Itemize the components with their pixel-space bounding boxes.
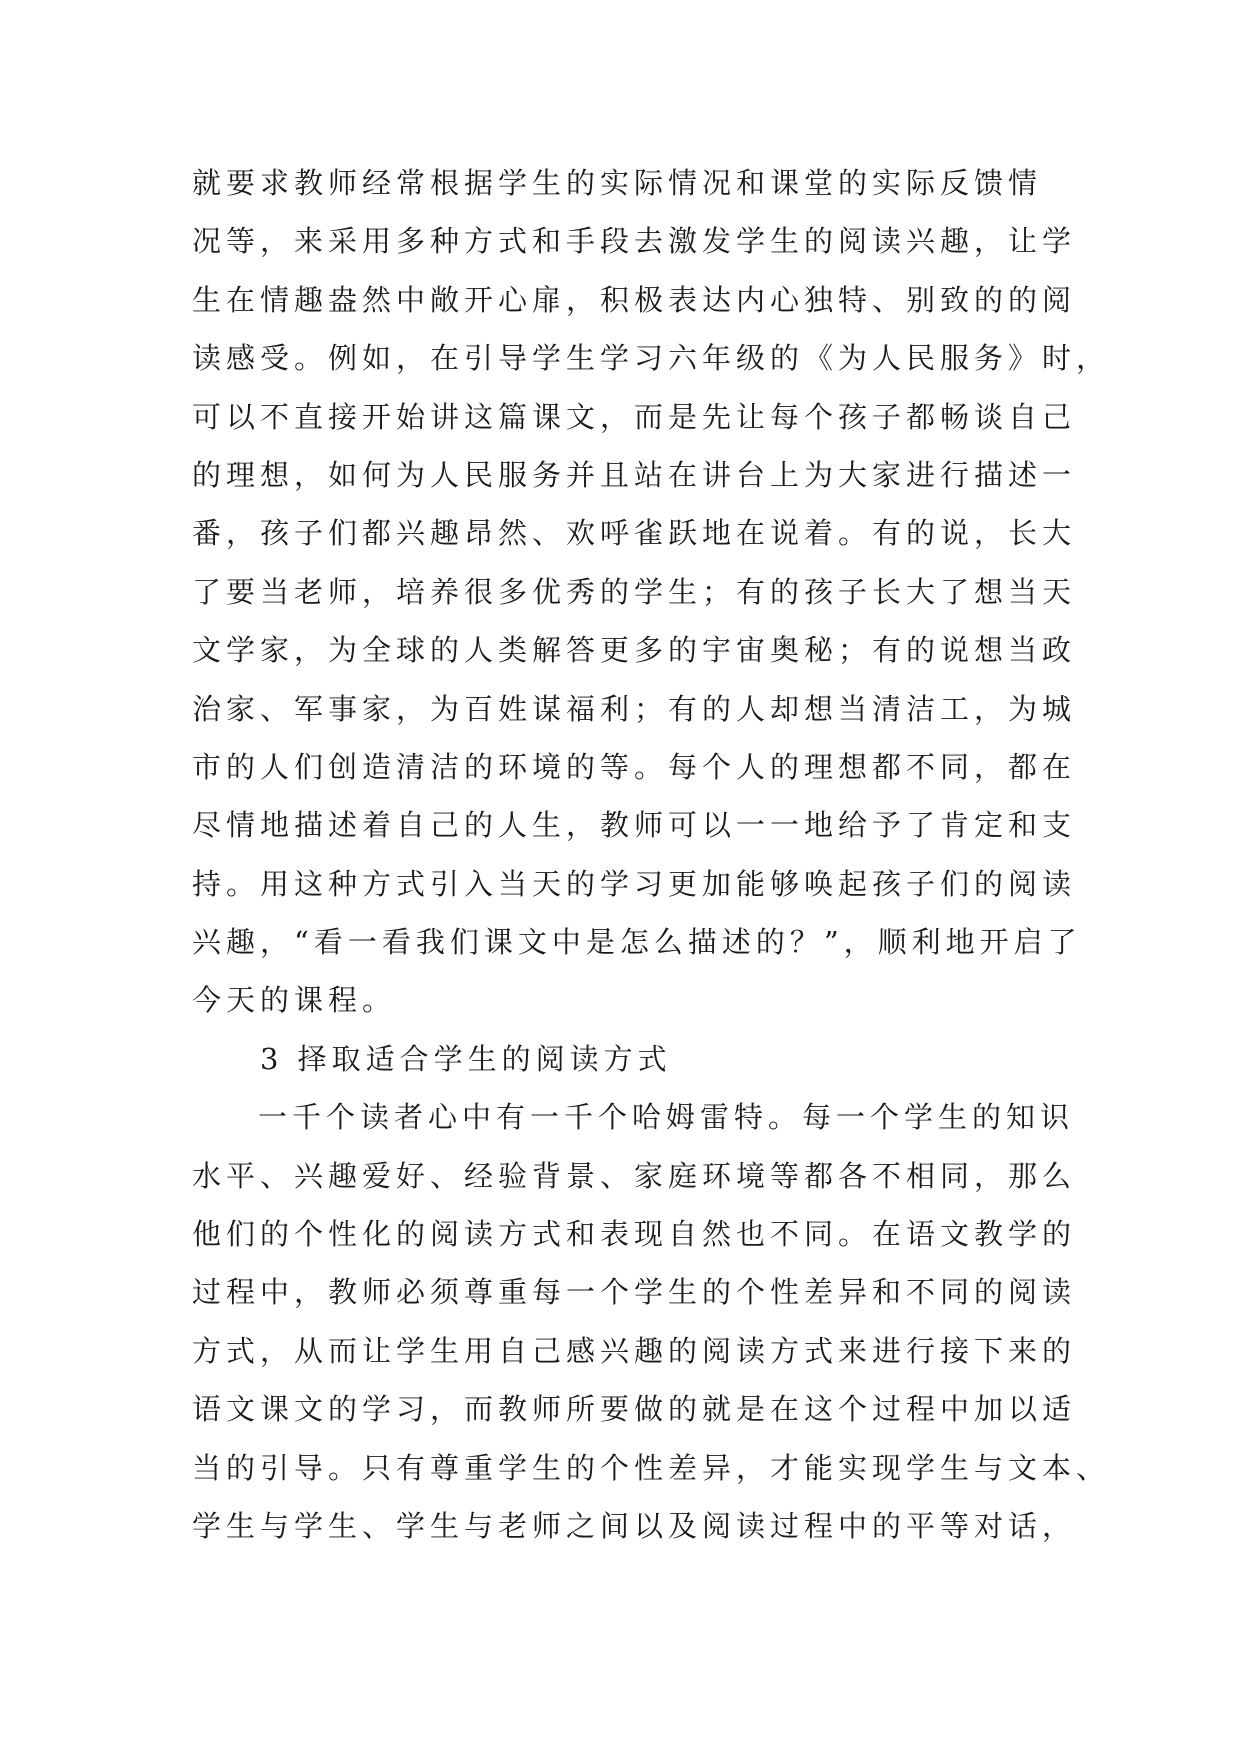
- paragraph-line: 持。用这种方式引入当天的学习更加能够唤起孩子们的阅读: [192, 866, 1077, 901]
- paragraph-line: 况等，来采用多种方式和手段去激发学生的阅读兴趣，让学: [192, 224, 1077, 259]
- paragraph-line: 方式，从而让学生用自己感兴趣的阅读方式来进行接下来的: [192, 1333, 1077, 1368]
- paragraph-line: 当的引导。只有尊重学生的个性差异，才能实现学生与文本、: [192, 1450, 1111, 1485]
- paragraph-line: 生在情趣盎然中敞开心扉，积极表达内心独特、别致的的阅: [192, 282, 1077, 317]
- paragraph-line: 过程中，教师必须尊重每一个学生的个性差异和不同的阅读: [192, 1275, 1077, 1310]
- paragraph-line: 读感受。例如，在引导学生学习六年级的《为人民服务》时，: [192, 341, 1111, 376]
- paragraph-line: 番，孩子们都兴趣昂然、欢呼雀跃地在说着。有的说，长大: [192, 516, 1077, 551]
- paragraph-line: 的理想，如何为人民服务并且站在讲台上为大家进行描述一: [192, 457, 1077, 492]
- paragraph-line: 就要求教师经常根据学生的实际情况和课堂的实际反馈情: [192, 166, 1043, 200]
- paragraph-line: 学生与学生、学生与老师之间以及阅读过程中的平等对话，: [192, 1508, 1077, 1543]
- section-heading: 3 择取适合学生的阅读方式: [260, 1041, 672, 1076]
- paragraph-line: 文学家，为全球的人类解答更多的宇宙奥秘；有的说想当政: [192, 633, 1077, 668]
- paragraph-line: 可以不直接开始讲这篇课文，而是先让每个孩子都畅谈自己: [192, 399, 1077, 434]
- paragraph-line: 治家、军事家，为百姓谋福利；有的人却想当清洁工，为城: [192, 691, 1077, 726]
- paragraph-line: 市的人们创造清洁的环境的等。每个人的理想都不同，都在: [192, 749, 1077, 784]
- document-body: [192, 154, 1111, 1555]
- paragraph-line: 水平、兴趣爱好、经验背景、家庭环境等都各不相同，那么: [192, 1158, 1077, 1193]
- paragraph-line: 尽情地描述着自己的人生，教师可以一一地给予了肯定和支: [192, 808, 1077, 843]
- paragraph-line: 兴趣，“看一看我们课文中是怎么描述的？”，顺利地开启了: [192, 925, 1082, 960]
- paragraph-line: 语文课文的学习，而教师所要做的就是在这个过程中加以适: [192, 1392, 1077, 1427]
- paragraph-line: 今天的课程。: [192, 983, 397, 1018]
- paragraph-line: 了要当老师，培养很多优秀的学生；有的孩子长大了想当天: [192, 574, 1077, 609]
- paragraph-line: 一千个读者心中有一千个哈姆雷特。每一个学生的知识: [258, 1100, 1075, 1135]
- paragraph-line: 他们的个性化的阅读方式和表现自然也不同。在语文教学的: [192, 1217, 1077, 1252]
